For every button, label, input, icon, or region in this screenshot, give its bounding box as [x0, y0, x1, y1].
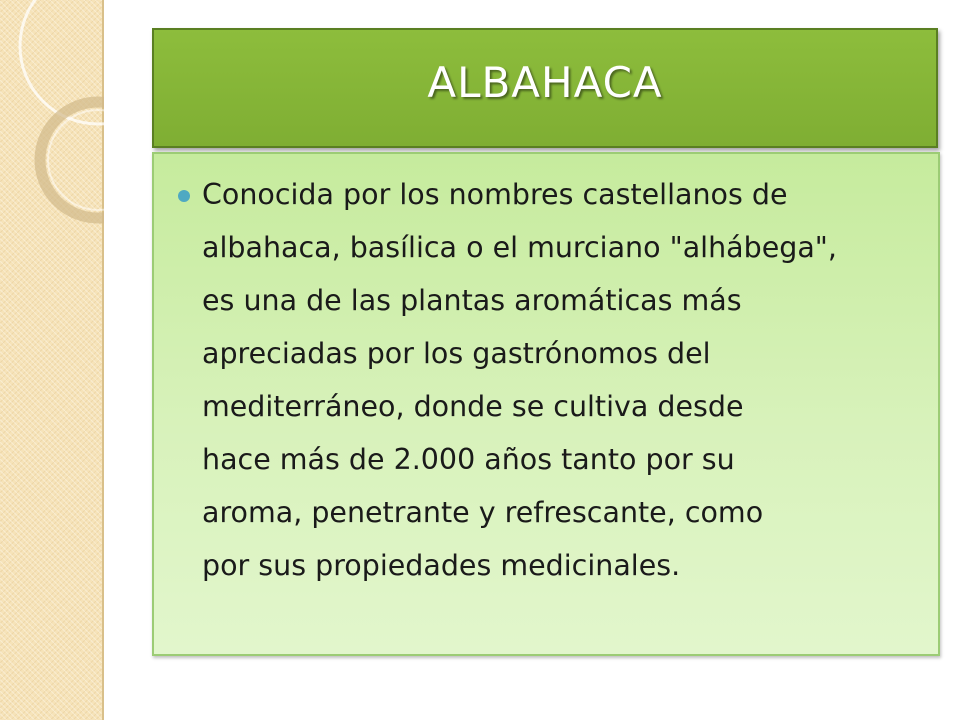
body-line: aroma, penetrante y refrescante, como [202, 496, 764, 529]
body-line: hace más de 2.000 años tanto por su [202, 443, 735, 476]
bullet-text [202, 168, 938, 592]
title-box [152, 28, 938, 148]
body-line: Conocida por los nombres castellanos de [202, 178, 788, 211]
body-line: apreciadas por los gastrónomos del [202, 337, 711, 370]
slide-title: ALBAHACA [427, 58, 663, 107]
body-line: mediterráneo, donde se cultiva desde [202, 390, 744, 423]
content-box [152, 152, 940, 656]
body-line: por sus propiedades medicinales. [202, 549, 681, 582]
bullet-dot-icon [178, 190, 190, 202]
decorative-rings [0, 0, 104, 720]
body-line: albahaca, basílica o el murciano "alhábega", [202, 231, 837, 264]
body-line: es una de las plantas aromáticas más [202, 284, 742, 317]
decorative-side-strip [0, 0, 104, 720]
